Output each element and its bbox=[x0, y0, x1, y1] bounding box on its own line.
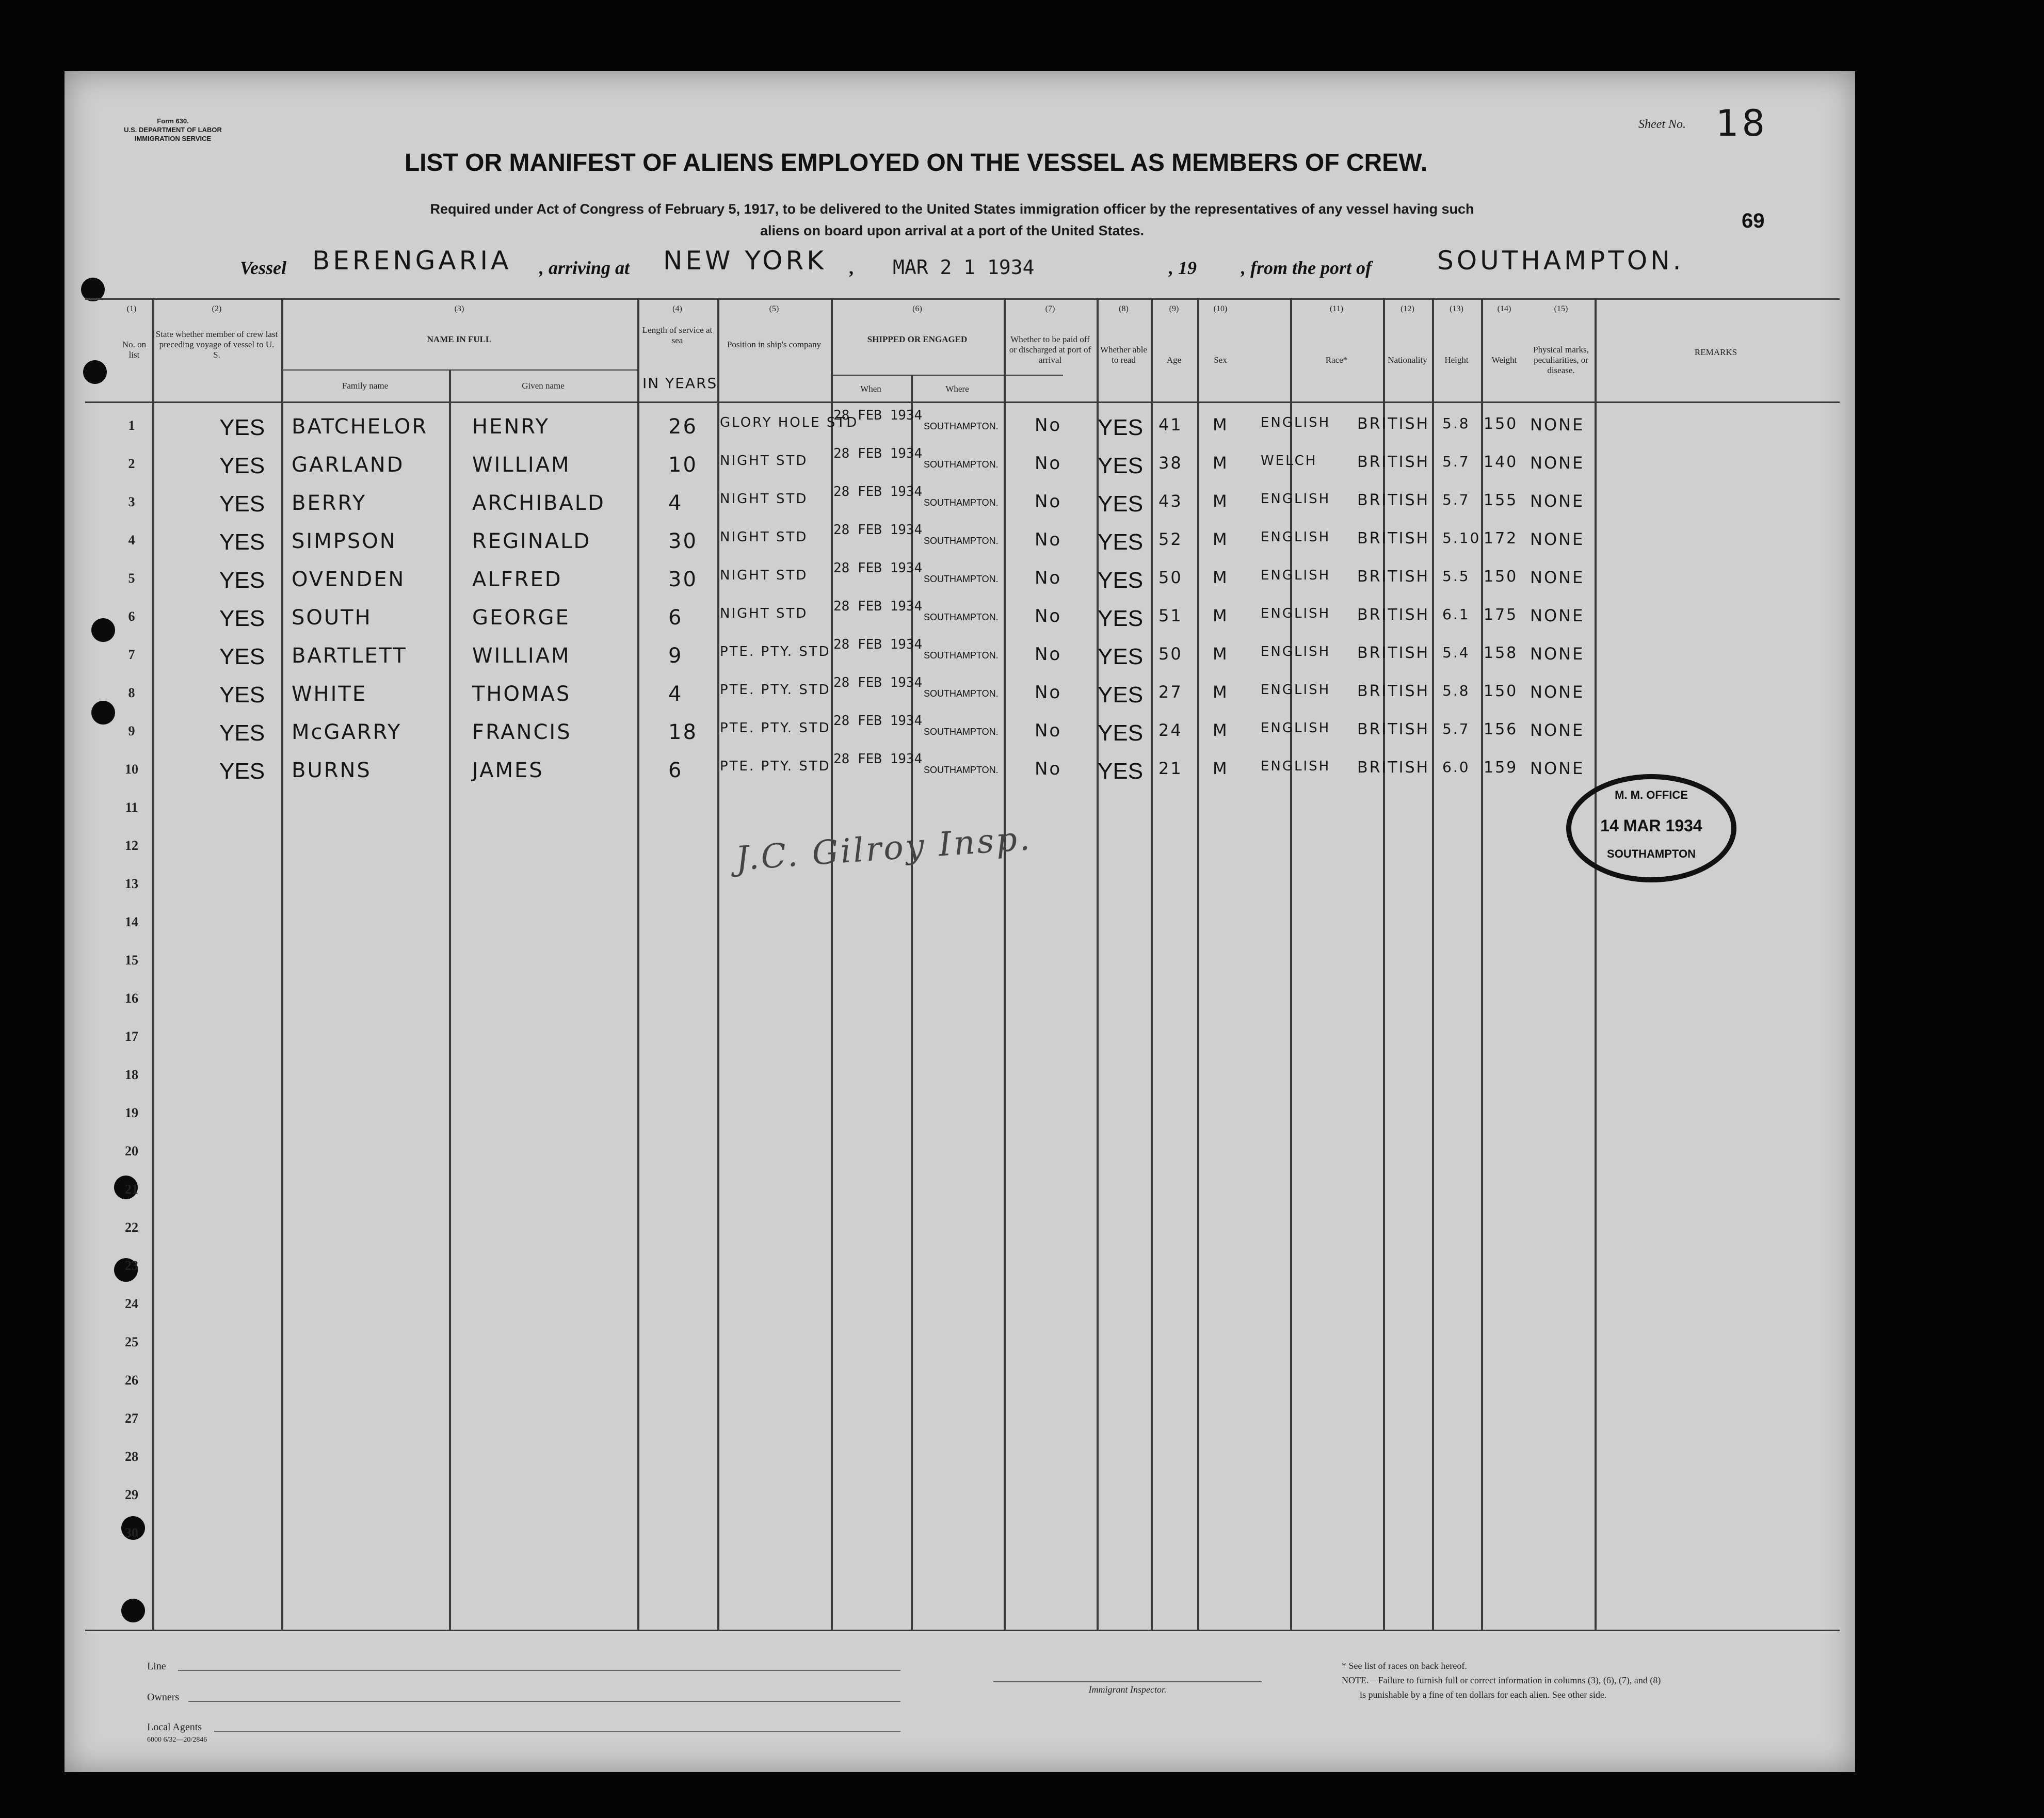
row-number: 13 bbox=[125, 876, 138, 891]
header-height: Height bbox=[1444, 355, 1469, 365]
table-bottom-rule bbox=[85, 1630, 1840, 1631]
cell-physical-marks: NONE bbox=[1530, 453, 1585, 473]
service-name: IMMIGRATION SERVICE bbox=[134, 135, 212, 142]
cell-engaged-when: 28 FEB 1934 bbox=[833, 522, 923, 538]
cell-family-name: SOUTH bbox=[292, 606, 372, 630]
header-bottom-rule bbox=[85, 401, 1840, 403]
footer-line-label: Line bbox=[147, 1661, 166, 1672]
column-rule bbox=[831, 298, 833, 1630]
footer-agents-label: Local Agents bbox=[147, 1722, 202, 1733]
manifest-title: LIST OR MANIFEST OF ALIENS EMPLOYED ON THE VESSEL AS MEMBERS OF CREW. bbox=[404, 149, 1428, 176]
cell-nationality: BRITISH bbox=[1357, 529, 1430, 548]
cell-engaged-when: 28 FEB 1934 bbox=[833, 675, 923, 690]
cell-length-of-service: 6 bbox=[668, 759, 683, 782]
cell-position: NIGHT STD bbox=[720, 568, 808, 583]
row-number: 21 bbox=[125, 1182, 138, 1197]
cell-length-of-service: 4 bbox=[668, 491, 683, 515]
cell-paid-off: No bbox=[1035, 644, 1062, 665]
vessel-line bbox=[240, 246, 1736, 287]
header-nationality: Nationality bbox=[1388, 355, 1427, 365]
column-rule bbox=[1432, 298, 1434, 1630]
cell-engaged-where: SOUTHAMPTON. bbox=[924, 727, 999, 737]
header-length-service: Length of service at sea bbox=[642, 325, 713, 345]
cell-physical-marks: NONE bbox=[1530, 415, 1585, 435]
cell-crew-last-voyage: YES bbox=[219, 682, 265, 707]
cell-age: 27 bbox=[1158, 682, 1183, 702]
cell-given-name: THOMAS bbox=[472, 682, 571, 706]
footer-owners-label: Owners bbox=[147, 1692, 180, 1703]
header-given-name: Given name bbox=[522, 381, 565, 391]
cell-engaged-when: 28 FEB 1934 bbox=[833, 751, 923, 767]
footer-inspector-label: Immigrant Inspector. bbox=[1088, 1684, 1167, 1695]
cell-physical-marks: NONE bbox=[1530, 644, 1585, 664]
stamp-office: M. M. OFFICE bbox=[1615, 789, 1688, 801]
cell-age: 52 bbox=[1158, 529, 1183, 549]
punch-hole bbox=[83, 360, 107, 384]
cell-physical-marks: NONE bbox=[1530, 568, 1585, 587]
cell-crew-last-voyage: YES bbox=[219, 415, 265, 440]
cell-height: 5.8 bbox=[1442, 415, 1470, 432]
col-number-4: (4) bbox=[672, 304, 682, 313]
cell-age: 51 bbox=[1158, 606, 1183, 625]
cell-nationality: BRITISH bbox=[1357, 453, 1430, 471]
cell-weight: 159 bbox=[1484, 759, 1518, 777]
cell-nationality: BRITISH bbox=[1357, 720, 1430, 738]
form-number: Form 630. bbox=[157, 117, 189, 125]
cell-paid-off: No bbox=[1035, 491, 1062, 512]
row-number: 2 bbox=[128, 456, 135, 471]
cell-able-to-read: YES bbox=[1098, 453, 1144, 478]
cell-nationality: BRITISH bbox=[1357, 606, 1430, 624]
footer-print-code: 6000 6/32—20/2846 bbox=[147, 1736, 207, 1744]
cell-weight: 175 bbox=[1484, 606, 1518, 624]
row-number: 16 bbox=[125, 991, 138, 1006]
cell-engaged-when: 28 FEB 1934 bbox=[833, 560, 923, 576]
cell-paid-off: No bbox=[1035, 568, 1062, 588]
row-number: 27 bbox=[125, 1411, 138, 1426]
cell-sex: M bbox=[1213, 644, 1229, 664]
cell-engaged-where: SOUTHAMPTON. bbox=[924, 497, 999, 508]
cell-crew-last-voyage: YES bbox=[219, 529, 265, 555]
column-rule bbox=[1151, 298, 1153, 1630]
cell-length-of-service: 30 bbox=[668, 568, 698, 591]
cell-race: ENGLISH bbox=[1261, 644, 1331, 659]
cell-family-name: OVENDEN bbox=[292, 568, 406, 591]
cell-height: 5.10 bbox=[1442, 529, 1481, 546]
col-number-11: (11) bbox=[1329, 304, 1344, 313]
cell-length-of-service: 4 bbox=[668, 682, 683, 706]
manifest-subtitle bbox=[204, 198, 1700, 242]
cell-able-to-read: YES bbox=[1098, 568, 1144, 593]
cell-given-name: WILLIAM bbox=[472, 453, 571, 477]
header-no-on-list: No. on list bbox=[122, 340, 147, 360]
cell-given-name: JAMES bbox=[472, 759, 544, 782]
cell-able-to-read: YES bbox=[1098, 529, 1144, 555]
cell-position: PTE. PTY. STD bbox=[720, 720, 831, 736]
cell-crew-last-voyage: YES bbox=[219, 720, 265, 746]
cell-position: NIGHT STD bbox=[720, 491, 808, 507]
cell-position: PTE. PTY. STD bbox=[720, 682, 831, 698]
footer-note-races: * See list of races on back hereof. bbox=[1342, 1661, 1467, 1671]
cell-sex: M bbox=[1213, 491, 1229, 511]
header-sex: Sex bbox=[1214, 355, 1227, 365]
row-number: 8 bbox=[128, 685, 135, 700]
cell-height: 5.5 bbox=[1442, 568, 1470, 585]
cell-position: NIGHT STD bbox=[720, 529, 808, 545]
col-number-14: (14) bbox=[1497, 304, 1511, 313]
header-age: Age bbox=[1166, 355, 1182, 365]
cell-given-name: ARCHIBALD bbox=[472, 491, 605, 515]
column-rule bbox=[152, 298, 154, 1630]
cell-able-to-read: YES bbox=[1098, 720, 1144, 746]
cell-age: 24 bbox=[1158, 720, 1183, 740]
cell-sex: M bbox=[1213, 720, 1229, 740]
cell-height: 5.7 bbox=[1442, 491, 1470, 508]
cell-position: NIGHT STD bbox=[720, 606, 808, 621]
footer-agents-rule bbox=[214, 1731, 900, 1732]
comma: , bbox=[849, 258, 854, 278]
cell-age: 21 bbox=[1158, 759, 1183, 778]
cell-given-name: ALFRED bbox=[472, 568, 562, 591]
cell-engaged-where: SOUTHAMPTON. bbox=[924, 421, 999, 431]
subtitle-line-1: Required under Act of Congress of February 5, 1917, to be delivered to the United States immigration officer by the representatives of any vessel having such bbox=[430, 201, 1474, 217]
cell-engaged-where: SOUTHAMPTON. bbox=[924, 612, 999, 622]
cell-paid-off: No bbox=[1035, 529, 1062, 550]
cell-given-name: FRANCIS bbox=[472, 720, 572, 744]
column-rule bbox=[1481, 298, 1483, 1630]
column-rule bbox=[1004, 298, 1006, 1630]
cell-race: ENGLISH bbox=[1261, 415, 1331, 430]
cell-sex: M bbox=[1213, 453, 1229, 473]
col-number-8: (8) bbox=[1119, 304, 1129, 313]
cell-able-to-read: YES bbox=[1098, 606, 1144, 631]
cell-paid-off: No bbox=[1035, 759, 1062, 779]
name-subheader-rule bbox=[281, 369, 637, 371]
cell-sex: M bbox=[1213, 415, 1229, 435]
cell-length-of-service: 10 bbox=[668, 453, 698, 477]
row-number: 1 bbox=[128, 418, 135, 433]
header-race: Race* bbox=[1325, 355, 1348, 365]
row-number: 17 bbox=[125, 1029, 138, 1044]
cell-able-to-read: YES bbox=[1098, 491, 1144, 517]
row-number: 23 bbox=[125, 1258, 138, 1273]
stamp-date: 14 MAR 1934 bbox=[1600, 816, 1702, 835]
col-number-10: (10) bbox=[1213, 304, 1228, 313]
cell-age: 38 bbox=[1158, 453, 1183, 473]
row-number: 14 bbox=[125, 914, 138, 929]
cell-crew-last-voyage: YES bbox=[219, 606, 265, 631]
cell-given-name: WILLIAM bbox=[472, 644, 571, 668]
cell-race: ENGLISH bbox=[1261, 529, 1331, 545]
header-family-name: Family name bbox=[342, 381, 389, 391]
cell-position: GLORY HOLE STD bbox=[720, 415, 859, 430]
cell-age: 41 bbox=[1158, 415, 1183, 435]
subtitle-line-2: aliens on board upon arrival at a port of the United States. bbox=[760, 223, 1145, 238]
col-number-9: (9) bbox=[1169, 304, 1179, 313]
cell-weight: 172 bbox=[1484, 529, 1518, 548]
col-number-6: (6) bbox=[912, 304, 922, 313]
row-number: 12 bbox=[125, 838, 138, 853]
column-rule bbox=[281, 298, 283, 1630]
cell-weight: 155 bbox=[1484, 491, 1518, 509]
header-shipped-engaged: SHIPPED OR ENGAGED bbox=[867, 334, 968, 344]
cell-race: WELCH bbox=[1261, 453, 1317, 469]
from-port-label: , from the port of bbox=[1241, 258, 1372, 278]
inspector-signature: J.C. Gilroy Insp. bbox=[734, 819, 1033, 878]
row-number: 6 bbox=[128, 609, 135, 624]
footer-owners-rule bbox=[188, 1701, 900, 1702]
mm-office-stamp bbox=[1566, 774, 1736, 882]
cell-weight: 150 bbox=[1484, 415, 1518, 433]
cell-able-to-read: YES bbox=[1098, 644, 1144, 669]
cell-given-name: REGINALD bbox=[472, 529, 591, 553]
cell-crew-last-voyage: YES bbox=[219, 491, 265, 517]
col-number-15: (15) bbox=[1554, 304, 1568, 313]
row-number: 25 bbox=[125, 1334, 138, 1349]
cell-age: 50 bbox=[1158, 568, 1183, 587]
cell-sex: M bbox=[1213, 606, 1229, 625]
row-number: 22 bbox=[125, 1220, 138, 1235]
cell-able-to-read: YES bbox=[1098, 682, 1144, 707]
header-in-years-note: IN YEARS bbox=[642, 375, 718, 392]
cell-family-name: BERRY bbox=[292, 491, 367, 515]
column-rule bbox=[449, 371, 451, 1630]
cell-race: ENGLISH bbox=[1261, 568, 1331, 583]
cell-nationality: BRITISH bbox=[1357, 682, 1430, 700]
vessel-label: Vessel bbox=[240, 258, 286, 278]
row-number: 9 bbox=[128, 723, 135, 738]
col-number-7: (7) bbox=[1045, 304, 1055, 313]
inspector-rule bbox=[993, 1681, 1262, 1682]
cell-sex: M bbox=[1213, 529, 1229, 549]
col-number-1: (1) bbox=[126, 304, 137, 313]
footer-line-rule bbox=[178, 1670, 900, 1671]
cell-engaged-when: 28 FEB 1934 bbox=[833, 599, 923, 614]
form-agency-block bbox=[116, 117, 230, 143]
row-number: 15 bbox=[125, 953, 138, 968]
col-number-5: (5) bbox=[769, 304, 779, 313]
cell-crew-last-voyage: YES bbox=[219, 453, 265, 478]
cell-nationality: BRITISH bbox=[1357, 415, 1430, 433]
cell-engaged-when: 28 FEB 1934 bbox=[833, 446, 923, 461]
sheet-label: Sheet No. bbox=[1638, 118, 1686, 131]
cell-able-to-read: YES bbox=[1098, 759, 1144, 784]
header-when: When bbox=[860, 384, 881, 394]
cell-family-name: WHITE bbox=[292, 682, 367, 706]
cell-physical-marks: NONE bbox=[1530, 720, 1585, 740]
col-number-12: (12) bbox=[1401, 304, 1414, 313]
department-name: U.S. DEPARTMENT OF LABOR bbox=[124, 126, 222, 134]
header-where: Where bbox=[945, 384, 969, 394]
shipped-subheader-rule bbox=[831, 375, 1063, 376]
cell-length-of-service: 9 bbox=[668, 644, 683, 668]
cell-sex: M bbox=[1213, 568, 1229, 587]
header-name-in-full: NAME IN FULL bbox=[427, 334, 492, 344]
page-number: 69 bbox=[1742, 210, 1765, 232]
cell-family-name: McGARRY bbox=[292, 720, 402, 744]
row-number: 29 bbox=[125, 1487, 138, 1502]
cell-position: PTE. PTY. STD bbox=[720, 759, 831, 774]
punch-hole bbox=[121, 1599, 145, 1622]
cell-physical-marks: NONE bbox=[1530, 759, 1585, 778]
cell-physical-marks: NONE bbox=[1530, 682, 1585, 702]
cell-nationality: BRITISH bbox=[1357, 759, 1430, 777]
sheet-number: 18 bbox=[1716, 102, 1768, 144]
cell-engaged-where: SOUTHAMPTON. bbox=[924, 650, 999, 661]
header-able-to-read: Whether able to read bbox=[1100, 345, 1148, 365]
cell-length-of-service: 30 bbox=[668, 529, 698, 553]
cell-engaged-where: SOUTHAMPTON. bbox=[924, 536, 999, 546]
cell-length-of-service: 26 bbox=[668, 415, 698, 439]
col-number-2: (2) bbox=[212, 304, 222, 313]
cell-engaged-where: SOUTHAMPTON. bbox=[924, 765, 999, 775]
cell-length-of-service: 6 bbox=[668, 606, 683, 630]
stamp-place: SOUTHAMPTON bbox=[1607, 847, 1696, 860]
cell-engaged-when: 28 FEB 1934 bbox=[833, 637, 923, 652]
row-number: 24 bbox=[125, 1296, 138, 1311]
footer-note-fine: is punishable by a fine of ten dollars for each alien. See other side. bbox=[1360, 1690, 1607, 1700]
header-paid-off: Whether to be paid off or discharged at port of arrival bbox=[1009, 334, 1091, 365]
row-number: 10 bbox=[125, 762, 138, 777]
cell-crew-last-voyage: YES bbox=[219, 644, 265, 669]
cell-engaged-when: 28 FEB 1934 bbox=[833, 408, 923, 423]
cell-paid-off: No bbox=[1035, 415, 1062, 436]
cell-race: ENGLISH bbox=[1261, 491, 1331, 507]
cell-height: 5.4 bbox=[1442, 644, 1470, 661]
cell-race: ENGLISH bbox=[1261, 720, 1331, 736]
row-number: 28 bbox=[125, 1449, 138, 1464]
cell-family-name: BATCHELOR bbox=[292, 415, 428, 439]
header-crew-last-voyage: State whether member of crew last preceding voyage of vessel to U. S. bbox=[155, 329, 278, 360]
cell-physical-marks: NONE bbox=[1530, 606, 1585, 625]
cell-race: ENGLISH bbox=[1261, 759, 1331, 774]
row-number: 7 bbox=[128, 647, 135, 662]
row-number: 18 bbox=[125, 1067, 138, 1082]
table-top-rule bbox=[85, 298, 1840, 300]
cell-weight: 150 bbox=[1484, 682, 1518, 700]
vessel-name: BERENGARIA bbox=[312, 246, 512, 276]
footer-note-failure: NOTE.—Failure to furnish full or correct information in columns (3), (6), (7), and (8) bbox=[1342, 1675, 1661, 1685]
cell-crew-last-voyage: YES bbox=[219, 759, 265, 784]
row-number: 26 bbox=[125, 1373, 138, 1388]
row-number: 11 bbox=[125, 800, 138, 815]
departure-port: SOUTHAMPTON. bbox=[1437, 246, 1684, 276]
cell-nationality: BRITISH bbox=[1357, 491, 1430, 509]
cell-engaged-when: 28 FEB 1934 bbox=[833, 484, 923, 500]
cell-nationality: BRITISH bbox=[1357, 644, 1430, 662]
cell-sex: M bbox=[1213, 682, 1229, 702]
cell-able-to-read: YES bbox=[1098, 415, 1144, 440]
header-weight: Weight bbox=[1491, 355, 1517, 365]
cell-position: PTE. PTY. STD bbox=[720, 644, 831, 659]
cell-weight: 156 bbox=[1484, 720, 1518, 738]
cell-physical-marks: NONE bbox=[1530, 529, 1585, 549]
header-remarks: REMARKS bbox=[1694, 347, 1737, 357]
cell-family-name: BARTLETT bbox=[292, 644, 407, 668]
row-number: 4 bbox=[128, 533, 135, 548]
cell-position: NIGHT STD bbox=[720, 453, 808, 469]
cell-paid-off: No bbox=[1035, 453, 1062, 474]
cell-given-name: GEORGE bbox=[472, 606, 570, 630]
row-number: 30 bbox=[125, 1525, 138, 1540]
cell-length-of-service: 18 bbox=[668, 720, 698, 744]
cell-engaged-where: SOUTHAMPTON. bbox=[924, 688, 999, 699]
row-number: 20 bbox=[125, 1144, 138, 1159]
cell-paid-off: No bbox=[1035, 606, 1062, 626]
col-number-13: (13) bbox=[1450, 304, 1463, 313]
cell-given-name: HENRY bbox=[472, 415, 550, 439]
cell-physical-marks: NONE bbox=[1530, 491, 1585, 511]
cell-height: 5.7 bbox=[1442, 720, 1470, 737]
cell-paid-off: No bbox=[1035, 720, 1062, 741]
cell-height: 6.1 bbox=[1442, 606, 1470, 623]
header-physical-marks: Physical marks, peculiarities, or disease. bbox=[1533, 345, 1589, 375]
cell-weight: 158 bbox=[1484, 644, 1518, 662]
row-number: 5 bbox=[128, 571, 135, 586]
col-number-3: (3) bbox=[454, 304, 464, 313]
cell-weight: 150 bbox=[1484, 568, 1518, 586]
cell-weight: 140 bbox=[1484, 453, 1518, 471]
year-label: , 19 bbox=[1169, 258, 1197, 278]
cell-engaged-when: 28 FEB 1934 bbox=[833, 713, 923, 729]
row-number: 3 bbox=[128, 494, 135, 509]
cell-family-name: BURNS bbox=[292, 759, 372, 782]
arrival-date-stamp: MAR 2 1 1934 bbox=[893, 256, 1035, 279]
cell-sex: M bbox=[1213, 759, 1229, 778]
header-position: Position in ship's company bbox=[727, 340, 822, 349]
cell-race: ENGLISH bbox=[1261, 682, 1331, 698]
cell-engaged-where: SOUTHAMPTON. bbox=[924, 459, 999, 470]
punch-hole bbox=[91, 701, 115, 725]
column-rule bbox=[1595, 298, 1597, 1630]
cell-height: 6.0 bbox=[1442, 759, 1470, 776]
cell-family-name: SIMPSON bbox=[292, 529, 397, 553]
cell-race: ENGLISH bbox=[1261, 606, 1331, 621]
cell-age: 50 bbox=[1158, 644, 1183, 664]
arrival-port: NEW YORK bbox=[663, 246, 827, 276]
manifest-sheet bbox=[65, 71, 1855, 1772]
column-rule bbox=[1197, 298, 1199, 1630]
cell-age: 43 bbox=[1158, 491, 1183, 511]
cell-paid-off: No bbox=[1035, 682, 1062, 703]
row-number: 19 bbox=[125, 1105, 138, 1120]
cell-height: 5.8 bbox=[1442, 682, 1470, 699]
column-rule bbox=[637, 298, 639, 1630]
cell-crew-last-voyage: YES bbox=[219, 568, 265, 593]
column-rule bbox=[717, 298, 719, 1630]
cell-nationality: BRITISH bbox=[1357, 568, 1430, 586]
cell-engaged-where: SOUTHAMPTON. bbox=[924, 574, 999, 584]
cell-family-name: GARLAND bbox=[292, 453, 405, 477]
cell-height: 5.7 bbox=[1442, 453, 1470, 470]
arriving-label: , arriving at bbox=[539, 258, 630, 278]
